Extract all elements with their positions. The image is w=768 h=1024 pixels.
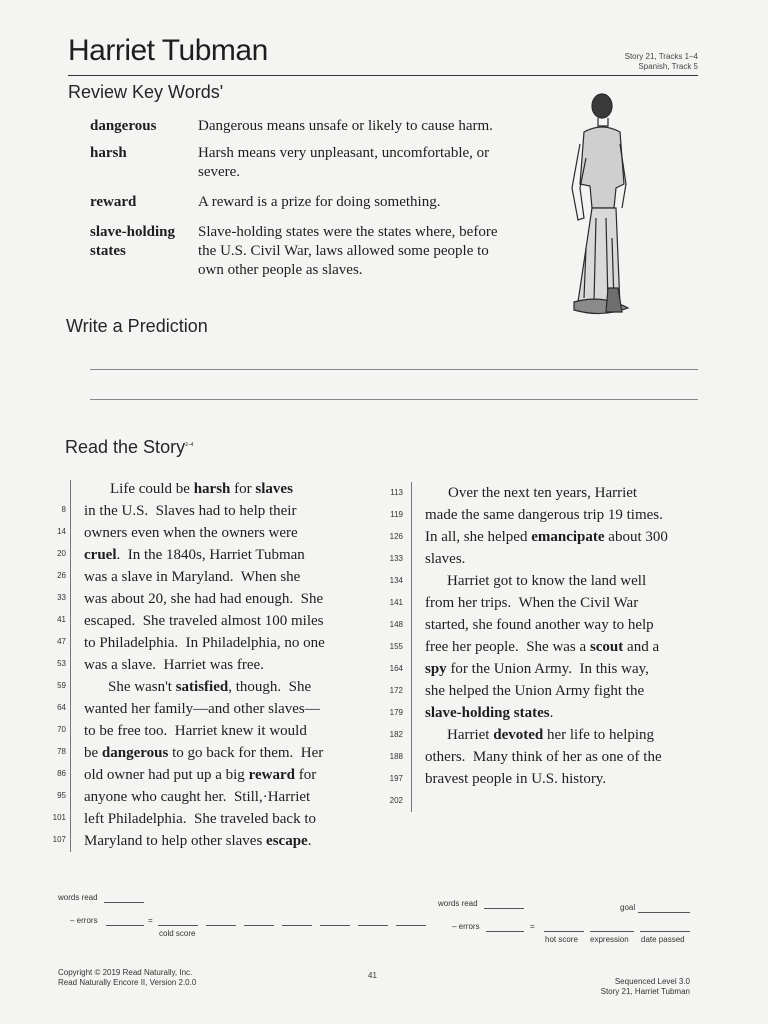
graph-dash [244, 925, 274, 926]
expression-blank[interactable] [590, 931, 634, 932]
key-word-term: dangerous [90, 118, 157, 134]
line-number: 47 [57, 637, 66, 646]
key-word-definition: A reward is a prize for doing something. [198, 194, 441, 210]
review-heading-mark: ' [219, 82, 224, 102]
cold-equals: = [148, 916, 153, 925]
line-number: 95 [57, 791, 66, 800]
line-number: 179 [389, 708, 403, 717]
left-column-rule [70, 480, 71, 852]
date-passed-label: date passed [641, 935, 685, 944]
story-line: was about 20, she had had enough. She [84, 591, 324, 607]
key-word-term [90, 223, 195, 261]
spanish-track: Spanish, Track 5 [638, 62, 698, 71]
read-story-heading-text: Read the Story [65, 437, 186, 457]
line-number: 8 [61, 505, 66, 514]
cold-score-blank[interactable] [158, 925, 198, 926]
story-line: from her trips. When the Civil War [425, 595, 639, 611]
cold-words-read-blank[interactable] [104, 902, 144, 903]
story-line: started, she found another way to help [425, 617, 654, 633]
story-line: slaves. [425, 551, 466, 567]
line-number: 134 [389, 576, 403, 585]
story-line: she helped the Union Army fight the [425, 683, 645, 699]
story-line: be dangerous to go back for them. Her [84, 745, 324, 761]
footer-copyright-block [58, 968, 196, 988]
title-rule [68, 75, 698, 76]
key-word-term-line1: slave-holding [90, 224, 176, 240]
line-number: 70 [57, 725, 66, 734]
line-number: 126 [389, 532, 403, 541]
page-number: 41 [368, 971, 377, 980]
harriet-tubman-illustration [562, 88, 634, 324]
graph-dash [206, 925, 236, 926]
story-line: to Philadelphia. In Philadelphia, no one [84, 635, 325, 651]
graph-dash [282, 925, 312, 926]
prediction-line-1[interactable] [90, 369, 698, 370]
line-number: 113 [390, 488, 403, 497]
key-word-term: harsh [90, 145, 127, 161]
story-line: She wasn't satisfied, though. She [108, 679, 312, 695]
line-number: 197 [389, 774, 403, 783]
story-line: Harriet got to know the land well [447, 573, 647, 589]
footer-level-block [601, 977, 690, 997]
version-text: Read Naturally Encore II, Version 2.0.0 [58, 978, 197, 987]
story-line: escaped. She traveled almost 100 miles [84, 613, 324, 629]
story-line: was a slave in Maryland. When she [84, 569, 301, 585]
line-number: 119 [390, 510, 403, 519]
line-number: 59 [57, 681, 66, 690]
hot-errors-label: – errors [452, 922, 480, 931]
graph-dash [358, 925, 388, 926]
story-line: Maryland to help other slaves escape. [84, 833, 312, 849]
line-number: 188 [389, 752, 403, 761]
hot-equals: = [530, 922, 535, 931]
story-line: slave-holding states. [425, 705, 554, 721]
line-number: 148 [389, 620, 403, 629]
key-word-term: reward [90, 194, 137, 210]
date-passed-blank[interactable] [640, 931, 690, 932]
story-line: In all, she helped emancipate about 300 [425, 529, 668, 545]
story-line: spy for the Union Army. In this way, [425, 661, 649, 677]
cold-words-read-label: words read [58, 893, 98, 902]
goal-label: goal [620, 903, 636, 912]
right-column-rule [411, 482, 412, 812]
hot-errors-blank[interactable] [486, 931, 524, 932]
story-line: made the same dangerous trip 19 times. [425, 507, 663, 523]
cold-errors-label: – errors [70, 916, 98, 925]
line-number: 107 [52, 835, 66, 844]
story-line: Harriet devoted her life to helping [447, 727, 655, 743]
line-number: 26 [57, 571, 66, 580]
line-number: 20 [57, 549, 66, 558]
key-word-definition: Harsh means very unpleasant, uncomfortable, or severe. [198, 145, 490, 180]
expression-label: expression [590, 935, 629, 944]
story-line: wanted her family—and other slaves— [84, 701, 320, 717]
story-line: cruel. In the 1840s, Harriet Tubman [84, 547, 305, 563]
story-line: to be free too. Harriet knew it would [84, 723, 307, 739]
line-number: 86 [57, 769, 66, 778]
page-title: Harriet Tubman [68, 34, 268, 67]
line-number: 141 [389, 598, 403, 607]
read-the-story-heading [65, 437, 193, 458]
goal-blank[interactable] [638, 912, 690, 913]
hot-words-read-blank[interactable] [484, 908, 524, 909]
story-line: Life could be harsh for slaves [110, 481, 293, 497]
hot-score-blank[interactable] [544, 931, 584, 932]
key-word-term-line2: states [90, 243, 126, 259]
prediction-line-2[interactable] [90, 399, 698, 400]
cold-errors-blank[interactable] [106, 925, 144, 926]
cold-score-label: cold score [159, 929, 196, 938]
story-meta [625, 52, 698, 72]
story-line: bravest people in U.S. history. [425, 771, 607, 787]
line-number: 64 [57, 703, 66, 712]
line-number: 101 [52, 813, 66, 822]
hot-score-label: hot score [545, 935, 578, 944]
story-line: old owner had put up a big reward for [84, 767, 317, 783]
story-line: left Philadelphia. She traveled back to [84, 811, 317, 827]
line-number: 33 [57, 593, 66, 602]
review-heading-text: Review Key Words [68, 82, 220, 102]
story-line: owners even when the owners were [84, 525, 298, 541]
key-word-definition: Slave-holding states were the states where, before the U.S. Civil War, laws allowed some people to own other people as slaves. [198, 224, 498, 278]
graph-dash [320, 925, 350, 926]
story-tracks: Story 21, Tracks 1–4 [624, 52, 698, 61]
review-key-words-heading [68, 82, 223, 103]
line-number: 14 [57, 527, 66, 536]
graph-dash [396, 925, 426, 926]
copyright-text: Copyright © 2019 Read Naturally, Inc. [58, 968, 193, 977]
level-text: Sequenced Level 3.0 [614, 977, 690, 986]
read-story-heading-sup: 2–4 [185, 442, 194, 448]
line-number: 172 [389, 686, 403, 695]
story-line: in the U.S. Slaves had to help their [84, 503, 297, 519]
line-number: 164 [389, 664, 403, 673]
story-line: anyone who caught her. Still,·Harriet [84, 789, 311, 805]
story-line: free her people. She was a scout and a [425, 639, 660, 655]
story-footer-text: Story 21, Harriet Tubman [600, 987, 690, 996]
line-number: 155 [389, 642, 403, 651]
line-number: 78 [57, 747, 66, 756]
hot-words-read-label: words read [438, 899, 478, 908]
write-prediction-heading: Write a Prediction [66, 316, 208, 336]
key-word-definition: Dangerous means unsafe or likely to cause harm. [198, 118, 493, 134]
story-line: Over the next ten years, Harriet [448, 485, 638, 501]
story-line: others. Many think of her as one of the [425, 749, 662, 765]
story-line: was a slave. Harriet was free. [84, 657, 264, 673]
line-number: 182 [389, 730, 403, 739]
line-number: 53 [57, 659, 66, 668]
line-number: 41 [57, 615, 66, 624]
line-number: 133 [389, 554, 403, 563]
line-number: 202 [389, 796, 403, 805]
